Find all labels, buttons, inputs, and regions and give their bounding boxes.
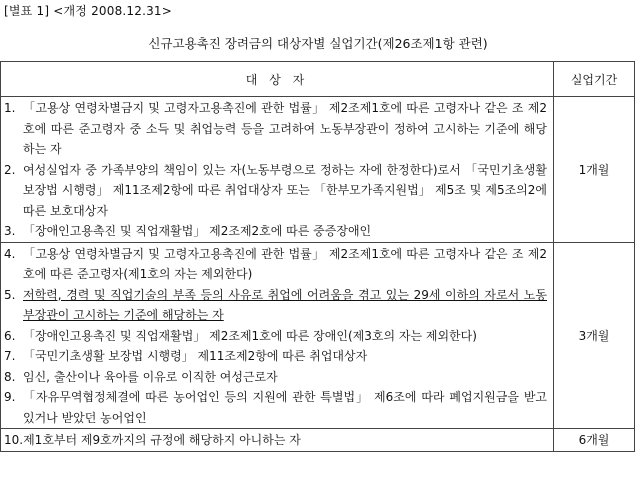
list-item [4, 430, 547, 451]
item-number: 4. [4, 246, 16, 261]
item-text: 「고용상 연령차별금지 및 고령자고용촉진에 관한 법률」 제2조제1호에 따른 고령자나 같은 조 제2호에 따른 준고령자 중 소득 및 취업능력 등을 고려하여 노동부장관이 정하여 고시하는 기준에 해당하는 자 [23, 101, 547, 156]
list-item [4, 285, 547, 326]
document-title: 신규고용촉진 장려금의 대상자별 실업기간(제26조제1항 관련) [148, 36, 488, 51]
table-row [1, 242, 635, 429]
target-cell [1, 242, 554, 429]
item-text: 「장애인고용촉진 및 직업재활법」 제2조제2호에 따른 중증장애인 [23, 224, 372, 238]
list-item [4, 98, 547, 160]
item-text: 제1호부터 제9호까지의 규정에 해당하지 아니하는 자 [23, 433, 301, 447]
list-item [4, 387, 547, 428]
period-cell: 3개월 [554, 242, 635, 429]
list-item [4, 244, 547, 285]
item-text: 저학력, 경력 및 직업기술의 부족 등의 사유로 취업에 어려움을 겪고 있는 29세 이하의 자로서 노동부장관이 고시하는 기준에 해당하는 자 [23, 287, 547, 322]
item-text: 「장애인고용촉진 및 직업재활법」 제2조제1호에 따른 장애인(제3호의 자는 제외한다) [23, 328, 477, 343]
item-text: 「자유무역협정체결에 따른 농어업인 등의 지원에 관한 특별법」 제6조에 따라 폐업지원금을 받고 있거나 받았던 농어업인 [23, 390, 547, 425]
list-item [4, 346, 547, 367]
list-item [4, 326, 547, 347]
target-cell [1, 429, 554, 452]
period-cell: 1개월 [554, 97, 635, 243]
item-number: 1. [4, 101, 16, 115]
item-text: 여성실업자 중 가족부양의 책임이 있는 자(노동부령으로 정하는 자에 한정한다)로서 「국민기초생활 보장법 시행령」 제11조제2항에 따른 취업대상자 또는 「한부모가족지원법」 제5조 및 제5조의2에 따른 보호대상자 [23, 162, 547, 218]
table-row [1, 97, 635, 243]
item-number: 5. [4, 287, 16, 302]
item-number: 9. [4, 390, 16, 404]
eligibility-table [0, 61, 635, 452]
annex-header-note: [별표 1] <개정 2008.12.31> [4, 4, 173, 18]
list-item [4, 160, 547, 222]
item-number: 8. [4, 369, 16, 384]
item-text: 「고용상 연령차별금지 및 고령자고용촉진에 관한 법률」 제2조제1호에 따른 고령자나 같은 조 제2호에 따른 준고령자(제1호의 자는 제외한다) [23, 246, 547, 281]
item-text: 임신, 출산이나 육아를 이유로 이직한 여성근로자 [23, 369, 278, 384]
item-number: 3. [4, 224, 16, 238]
period-cell: 6개월 [554, 429, 635, 452]
list-item [4, 367, 547, 388]
table-row [1, 429, 635, 452]
list-item [4, 221, 547, 242]
column-header-period: 실업기간 [554, 62, 635, 97]
item-number: 10. [4, 433, 24, 447]
item-number: 6. [4, 328, 16, 343]
table-header-row [1, 62, 635, 97]
item-number: 2. [4, 162, 16, 177]
item-text: 「국민기초생활 보장법 시행령」 제11조제2항에 따른 취업대상자 [23, 349, 368, 363]
target-cell [1, 97, 554, 243]
item-number: 7. [4, 349, 16, 363]
column-header-target: 대 상 자 [1, 62, 554, 97]
